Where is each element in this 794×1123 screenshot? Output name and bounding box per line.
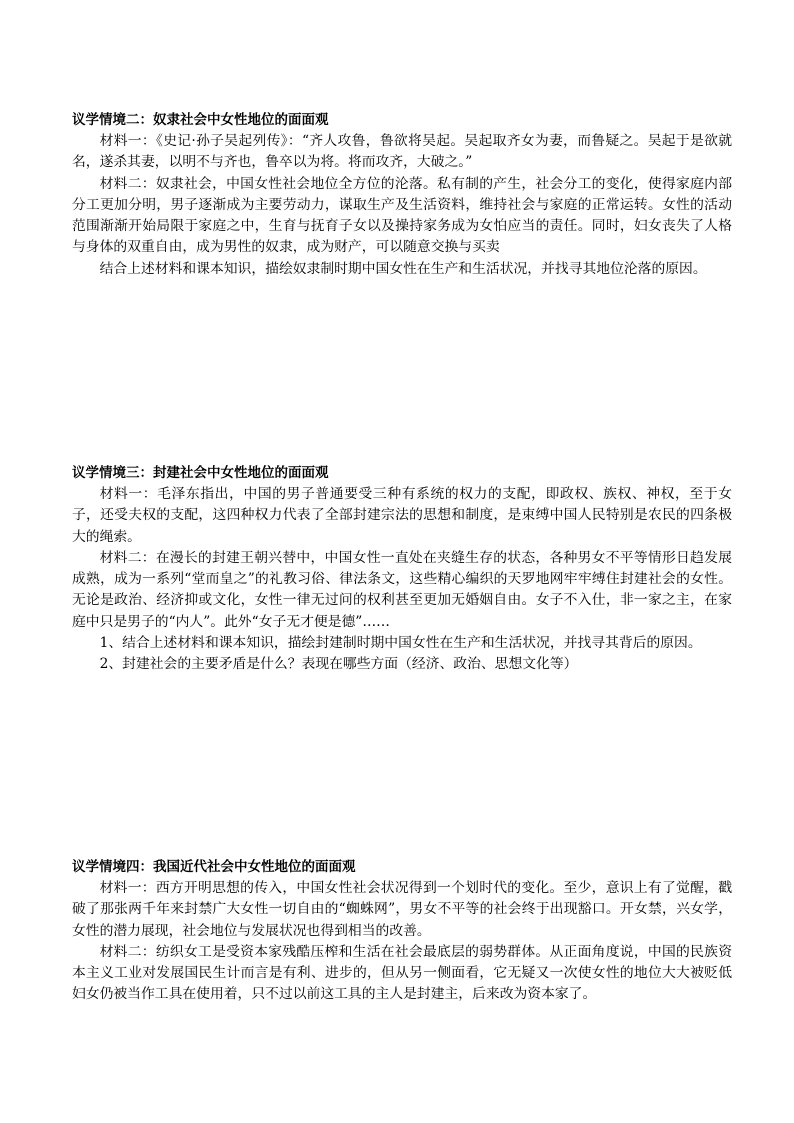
question-one-paragraph: 1、结合上述材料和课本知识，描绘封建制时期中国女性在生产和生活状况，并找寻其背后的原因。 (99, 635, 702, 652)
section-slave-society (72, 110, 732, 280)
section-heading: 议学情境二：奴隶社会中女性地位的面面观 (72, 112, 329, 128)
question-paragraph: 结合上述材料和课本知识，描绘奴隶制时期中国女性在生产和生活状况，并找寻其地位沦落的原因。 (99, 260, 707, 277)
section-feudal-society (72, 463, 732, 676)
material-one-paragraph: 材料一：西方开明思想的传入，中国女性社会状况得到一个划时代的变化。至少，意识上有了觉醒，戳破了那张两千年来封禁广大女性一切自由的“蜘蛛网”，男女不平等的社会终于出现豁口。开女禁，兴女学，女性的潜力展现，社会地位与发展状况也得到相当的改善。 (72, 880, 732, 939)
section-modern-society (72, 857, 732, 1006)
material-one-paragraph: 材料一：毛泽东指出，中国的男子普通要受三种有系统的权力的支配，即政权、族权、神权，至于女子，还受夫权的支配，这四种权力代表了全部封建宗法的思想和制度，是束缚中国人民特别是农民的四条极大的绳索。 (72, 486, 732, 545)
material-one-paragraph: 材料一：《史记·孙子吴起列传》：“齐人攻鲁，鲁欲将吴起。吴起取齐女为妻，而鲁疑之。吴起于是欲就名，遂杀其妻，以明不与齐也，鲁卒以为将。将而攻齐，大破之。” (72, 133, 732, 171)
question-two-paragraph: 2、封建社会的主要矛盾是什么？表现在哪些方面（经济、政治、思想文化等） (99, 656, 578, 673)
material-two-paragraph: 材料二：奴隶社会，中国女性社会地位全方位的沦落。私有制的产生，社会分工的变化，使得家庭内部分工更加分明，男子逐渐成为主要劳动力，谋取生产及生活资料，维持社会与家庭的正常运转。女性的活动范围渐渐开始局限于家庭之中，生育与抚育子女以及操持家务成为女怕应当的责任。同时，妇女丧失了人格与身体的双重自由，成为男性的奴隶，成为财产，可以随意交换与买卖 (72, 175, 732, 256)
section-heading: 议学情境四：我国近代社会中女性地位的面面观 (72, 859, 356, 875)
material-two-paragraph: 材料二：纺织女工是受资本家残酷压榨和生活在社会最底层的弱势群体。从正面角度说，中国的民族资本主义工业对发展国民生计而言是有利、进步的，但从另一侧面看，它无疑又一次使女性的地位大大被贬低 妇女仍被当作工具在使用着，只不过以前这工具的主人是封建主，后来改为资本家了。 (72, 943, 732, 1003)
section-heading: 议学情境三：封建社会中女性地位的面面观 (72, 465, 329, 481)
material-two-paragraph: 材料二：在漫长的封建王朝兴替中，中国女性一直处在夹缝生存的状态，各种男女不平等情形日趋发展成熟，成为一系列“堂而皇之”的礼教习俗、律法条文，这些精心编织的天罗地网牢牢缚住封建社会的女性。无论是政治、经济抑或文化，女性一律无过问的权利甚至更加无婚姻自由。女子不入仕，非一家之主，在家庭中只是男子的“内人”。此外“女子无才便是德”…… (72, 549, 732, 630)
